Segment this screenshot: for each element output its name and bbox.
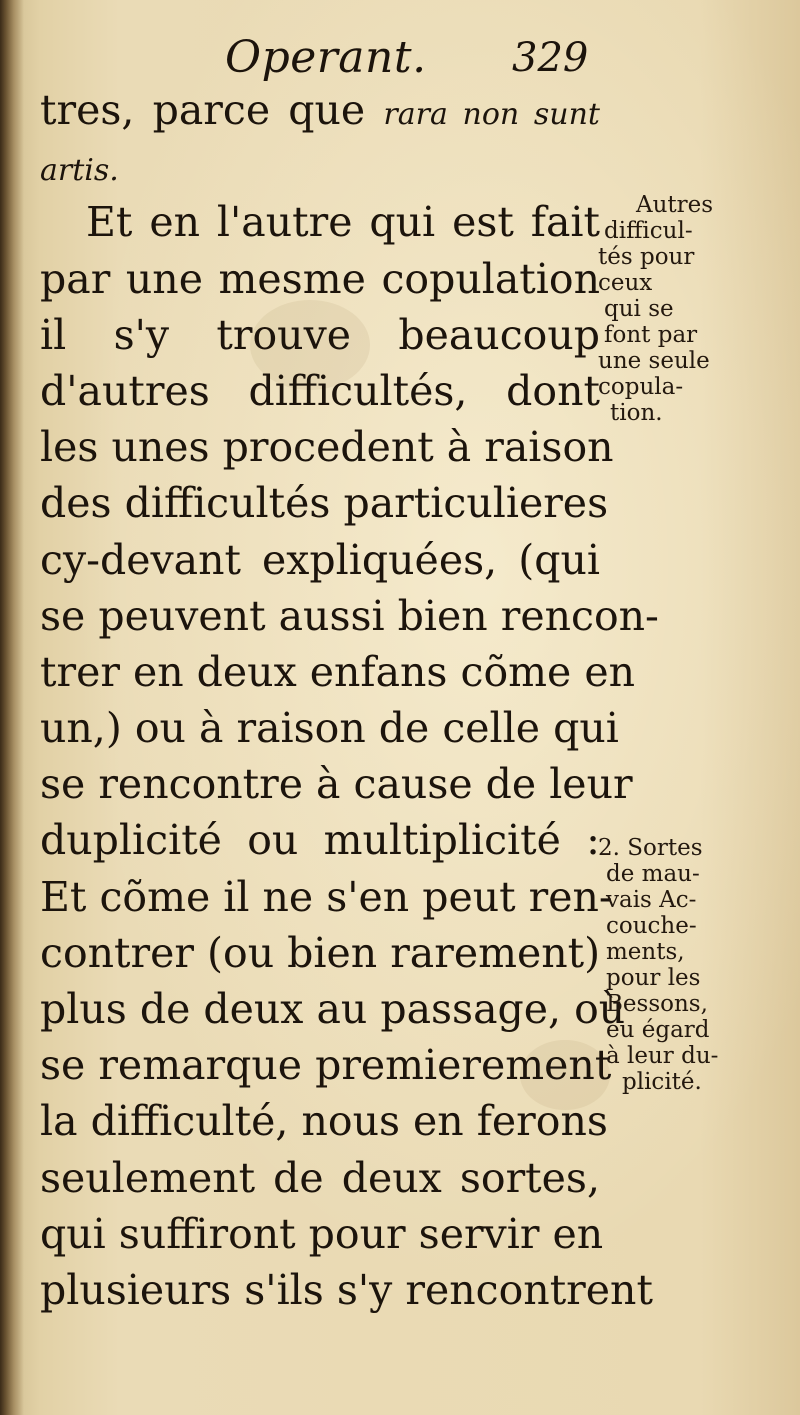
margin-note-line: 2. Sortes (598, 835, 703, 861)
text-line: Et cõme il ne s'en peut ren- (40, 872, 613, 921)
margin-note-line: de mau- (606, 861, 700, 887)
margin-note-line: couche- (606, 913, 697, 939)
text-line: cy-devant expliquées, (qui (40, 535, 600, 584)
text-line: seulement de deux sortes, (40, 1153, 600, 1202)
margin-note-line: qui se (604, 296, 674, 322)
margin-note-line: à leur du- (606, 1043, 719, 1069)
page-header (0, 28, 800, 88)
margin-note-line: difficul- (604, 218, 693, 244)
margin-note-line: tion. (610, 400, 663, 426)
text-line: Et en l'autre qui est fait (86, 198, 600, 247)
binding-gutter (0, 0, 24, 1415)
margin-note-line: Bessons, (606, 991, 708, 1017)
text-line: plus de deux au passage, où (40, 985, 626, 1033)
margin-note-line: Autres (636, 192, 714, 218)
margin-note-line: font par (604, 322, 698, 348)
text-line: des difficultés particulieres (40, 479, 609, 528)
text-line: par une mesme copulation (40, 254, 600, 303)
margin-note-line: ceux (598, 270, 653, 296)
text-line: la difficulté, nous en ferons (40, 1097, 608, 1146)
text-line: plusieurs s'ils s'y rencontrent (40, 1265, 653, 1314)
margin-note-line: vais Ac- (606, 887, 697, 913)
text-line: duplicité ou multiplicité : (40, 816, 600, 865)
text-line: un,) ou à raison de celle qui (40, 704, 619, 753)
text-line: se peuvent aussi bien rencon- (40, 591, 659, 640)
margin-note-line: pour les (606, 965, 701, 991)
text-line: se rencontre à cause de leur (40, 760, 633, 809)
page-number: 329 (512, 35, 589, 81)
margin-note-line: ments, (606, 939, 685, 965)
margin-note-deliveries (598, 835, 718, 1095)
text-line: trer en deux enfans cõme en (40, 647, 636, 696)
text-line: se remarque premierement (40, 1041, 612, 1090)
margin-note-line: copula- (598, 374, 684, 400)
text-line: contrer (ou bien rarement) (40, 928, 601, 977)
margin-note-line: eu égard (606, 1017, 710, 1043)
margin-note-line: plicité. (622, 1069, 702, 1095)
text-line (40, 138, 600, 194)
margin-note-line: tés pour (598, 244, 695, 270)
latin-phrase: rara non sunt (383, 97, 600, 132)
text-line: les unes procedent à raison (40, 423, 614, 472)
latin-phrase: artis. (40, 153, 119, 189)
text-line: d'autres difficultés, dont (40, 366, 600, 415)
text-line: il s'y trouve beaucoup (40, 310, 600, 359)
margin-note-line: une seule (598, 348, 710, 374)
text-line: qui suffiront pour servir en (40, 1209, 604, 1258)
text-line: tres, parce que rara non sunt (40, 86, 600, 134)
margin-note-difficulties (598, 192, 713, 426)
running-title: Operant. (225, 32, 427, 83)
